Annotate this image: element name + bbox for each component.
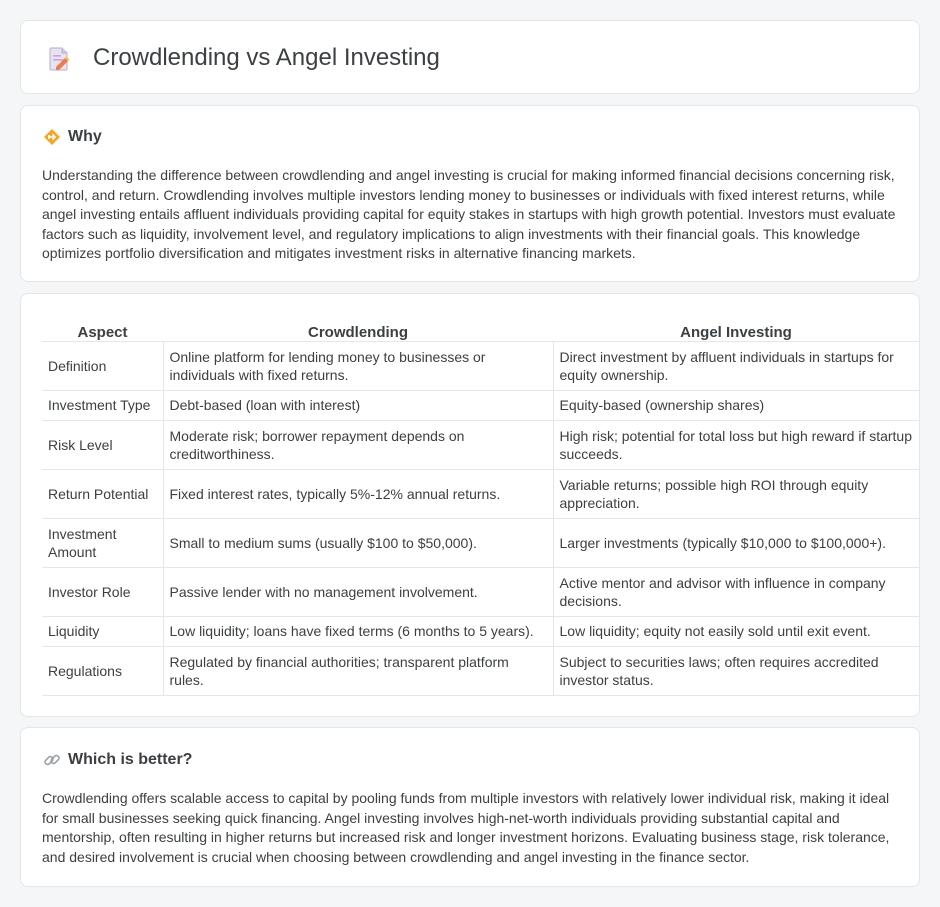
which-heading	[43, 750, 192, 770]
why-heading	[43, 127, 102, 147]
table-row	[42, 420, 919, 469]
page-title: Crowdlending vs Angel Investing	[93, 44, 440, 71]
row-aspect: Investment Type	[42, 390, 163, 420]
table-row	[42, 390, 919, 420]
document-pencil-icon	[48, 47, 70, 71]
row-crowdlending: Small to medium sums (usually $100 to $50,000).	[163, 518, 553, 567]
table-row	[42, 646, 919, 695]
link-icon	[43, 751, 61, 769]
row-angel-investing: Direct investment by affluent individuals in startups for equity ownership.	[553, 341, 919, 390]
row-aspect: Definition	[42, 341, 163, 390]
row-crowdlending: Fixed interest rates, typically 5%-12% annual returns.	[163, 469, 553, 518]
table-row	[42, 616, 919, 646]
row-angel-investing: Variable returns; possible high ROI through equity appreciation.	[553, 469, 919, 518]
column-header-crowdlending: Crowdlending	[163, 313, 553, 341]
comparison-table	[42, 313, 919, 696]
table-row	[42, 518, 919, 567]
row-angel-investing: Subject to securities laws; often requires accredited investor status.	[553, 646, 919, 695]
row-crowdlending: Regulated by financial authorities; transparent platform rules.	[163, 646, 553, 695]
why-text: Understanding the difference between crowdlending and angel investing is crucial for making informed financial decisions concerning risk, control, and return. Crowdlending involves multiple investors lending money to businesses or individuals with fixed interest returns, while angel investing entails affluent individuals providing capital for equity stakes in startups with high growth potential. Investors must evaluate factors such as liquidity, involvement level, and regulatory implications to align investments with their financial goals. This knowledge optimizes portfolio diversification and mitigates investment risks in alternative financing markets.	[42, 167, 896, 262]
which-title: Which is better?	[68, 751, 193, 768]
row-angel-investing: Equity-based (ownership shares)	[553, 390, 919, 420]
row-aspect: Investment Amount	[42, 518, 163, 567]
table-row	[42, 567, 919, 616]
row-crowdlending: Low liquidity; loans have fixed terms (6 months to 5 years).	[163, 616, 553, 646]
row-crowdlending: Online platform for lending money to businesses or individuals with fixed returns.	[163, 341, 553, 390]
row-aspect: Investor Role	[42, 567, 163, 616]
column-header-aspect: Aspect	[42, 313, 163, 341]
row-angel-investing: Active mentor and advisor with influence in company decisions.	[553, 567, 919, 616]
row-crowdlending: Debt-based (loan with interest)	[163, 390, 553, 420]
table-header-row	[42, 313, 919, 341]
row-aspect: Regulations	[42, 646, 163, 695]
header-card	[20, 20, 920, 94]
comparison-section	[20, 293, 920, 717]
row-crowdlending: Passive lender with no management involvement.	[163, 567, 553, 616]
row-angel-investing: High risk; potential for total loss but high reward if startup succeeds.	[553, 420, 919, 469]
table-row	[42, 341, 919, 390]
row-angel-investing: Larger investments (typically $10,000 to $100,000+).	[553, 518, 919, 567]
why-title: Why	[68, 128, 102, 145]
diamond-signpost-icon	[43, 128, 61, 146]
why-section	[20, 105, 920, 282]
which-section	[20, 727, 920, 887]
column-header-angel-investing: Angel Investing	[553, 313, 919, 341]
row-aspect: Return Potential	[42, 469, 163, 518]
table-row	[42, 469, 919, 518]
which-text: Crowdlending offers scalable access to capital by pooling funds from multiple investors with relatively lower individual risk, making it ideal for small businesses seeking quick financing. Angel investing involves high-net-worth individuals providing substantial capital and mentorship, often resulting in higher returns but increased risk and longer investment horizons. Evaluating business stage, risk tolerance, and desired involvement is crucial when choosing between crowdlending and angel investing in the finance sector.	[42, 790, 890, 865]
row-aspect: Liquidity	[42, 616, 163, 646]
row-angel-investing: Low liquidity; equity not easily sold until exit event.	[553, 616, 919, 646]
row-crowdlending: Moderate risk; borrower repayment depends on creditworthiness.	[163, 420, 553, 469]
row-aspect: Risk Level	[42, 420, 163, 469]
